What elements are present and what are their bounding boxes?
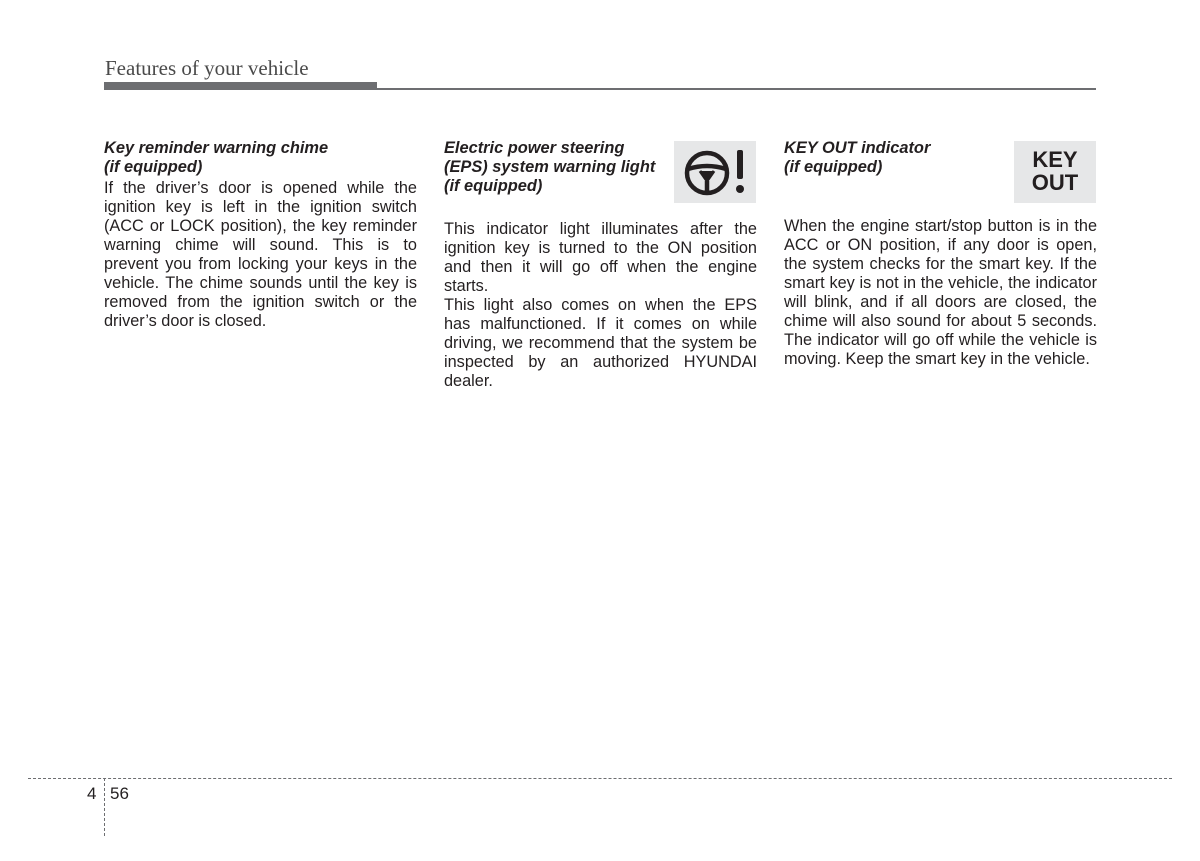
section-heading [444, 139, 674, 196]
section-key-reminder-chime [104, 139, 417, 331]
section-heading [104, 139, 417, 177]
section-heading [784, 139, 1014, 177]
footer-divider [104, 778, 105, 836]
paragraph: This indicator light illuminates after the ignition key is turned to the ON position and then it will go off when the engine starts. [444, 220, 757, 295]
heading-line: (if equipped) [104, 158, 203, 176]
header-rule [104, 88, 1096, 90]
heading-line: Key reminder warning chime [104, 139, 329, 157]
page-header-title: Features of your vehicle [105, 56, 309, 80]
heading-line: KEY OUT indicator [784, 139, 931, 157]
heading-line: (EPS) system warning light [444, 158, 656, 176]
heading-line: (if equipped) [444, 177, 543, 195]
paragraph: When the engine start/stop button is in the ACC or ON position, if any door is open, the system checks for the smart key. If the smart key is not in the vehicle, the indicator will blink, and if all doors are closed, the chime will also sound for about 5 seconds. The indicator will go off while the vehicle is moving. Keep the smart key in the vehicle. [784, 217, 1097, 368]
chapter-number: 4 [87, 784, 97, 803]
footer-rule [28, 778, 1172, 779]
paragraph: If the driver’s door is opened while the ignition key is left in the ignition switch (ACC or LOCK position), the key reminder warning chime will sound. This is to prevent you from locking your keys in the vehicle. The chime sounds until the key is removed from the ignition switch or the driver’s door is closed. [104, 179, 417, 330]
page-number: 56 [110, 784, 129, 803]
eps-warning-icon [674, 141, 756, 203]
paragraph: This light also comes on when the EPS has malfunctioned. If it comes on while driving, we recommend that the system be inspected by an authorized HYUNDAI dealer. [444, 296, 757, 390]
key-out-indicator-icon [1014, 141, 1096, 203]
heading-line: Electric power steering [444, 139, 625, 157]
steering-wheel-exclamation-icon [674, 141, 756, 203]
key-out-icon-label: OUT [1031, 170, 1079, 195]
key-out-icon-label: KEY [1032, 147, 1078, 172]
heading-line: (if equipped) [784, 158, 883, 176]
